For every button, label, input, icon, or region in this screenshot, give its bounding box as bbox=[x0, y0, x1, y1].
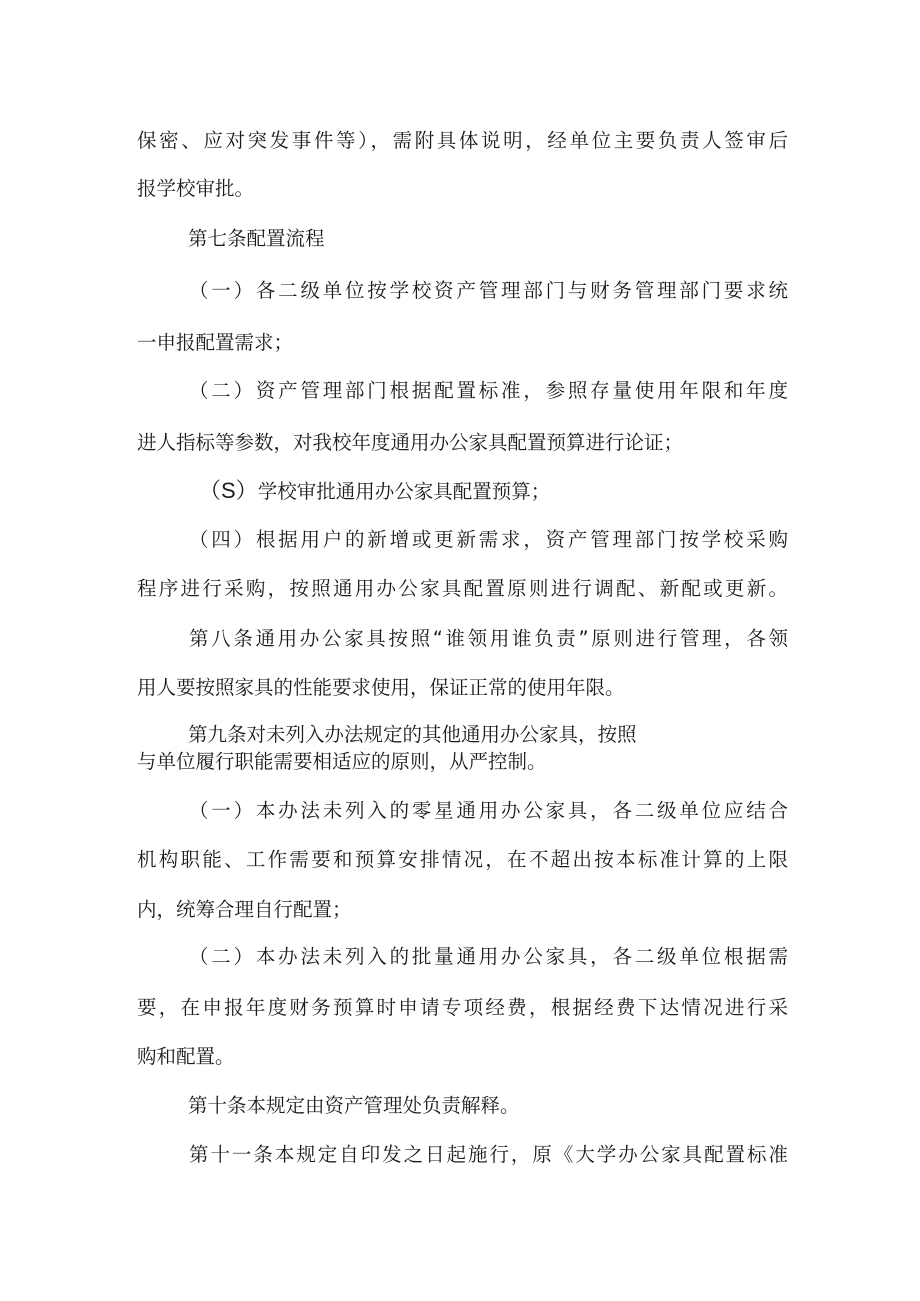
section-heading: 第十条本规定由资产管理处负责解释。 bbox=[188, 1094, 520, 1117]
section-heading: 第七条配置流程 bbox=[188, 227, 325, 250]
text-line: 购和配置。 bbox=[137, 1045, 235, 1068]
text-line: （二）资产管理部门根据配置标准，参照存量使用年限和年度 bbox=[189, 379, 788, 402]
text-line: 报学校审批。 bbox=[137, 177, 255, 200]
text-line: 要，在申报年度财务预算时申请专项经费，根据经费下达情况进行采 bbox=[137, 996, 788, 1019]
text-line: 内，统筹合理自行配置； bbox=[137, 898, 352, 921]
text-line: （一）本办法未列入的零星通用办公家具，各二级单位应结合 bbox=[189, 799, 788, 822]
text-line: 用人要按照家具的性能要求使用，保证正常的使用年限。 bbox=[137, 676, 625, 699]
text-line bbox=[199, 478, 550, 505]
list-marker: （S） bbox=[199, 478, 258, 503]
text-line: （二）本办法未列入的批量通用办公家具，各二级单位根据需 bbox=[189, 945, 788, 968]
text-line: （四）根据用户的新增或更新需求，资产管理部门按学校采购 bbox=[189, 528, 788, 551]
text-line: 进人指标等参数，对我校年度通用办公家具配置预算进行论证； bbox=[137, 431, 684, 454]
text-line: 程序进行采购，按照通用办公家具配置原则进行调配、新配或更新。 bbox=[137, 577, 788, 600]
section-heading: 第八条通用办公家具按照“谁领用谁负责”原则进行管理，各领 bbox=[189, 627, 788, 650]
section-heading: 第九条对未列入办法规定的其他通用办公家具，按照 bbox=[188, 723, 637, 746]
section-heading: 第十一条本规定自印发之日起施行，原《大学办公家具配置标准 bbox=[189, 1143, 788, 1166]
text-line: 与单位履行职能需要相适应的原则，从严控制。 bbox=[137, 750, 547, 773]
text-line: 机构职能、工作需要和预算安排情况，在不超出按本标准计算的上限 bbox=[137, 848, 788, 871]
text-line: 一申报配置需求； bbox=[137, 331, 294, 354]
text-line: 保密、应对突发事件等），需附具体说明，经单位主要负责人签审后 bbox=[137, 129, 788, 152]
text-fragment: 学校审批通用办公家具配置预算； bbox=[257, 480, 551, 503]
text-line: （一）各二级单位按学校资产管理部门与财务管理部门要求统 bbox=[189, 279, 788, 302]
